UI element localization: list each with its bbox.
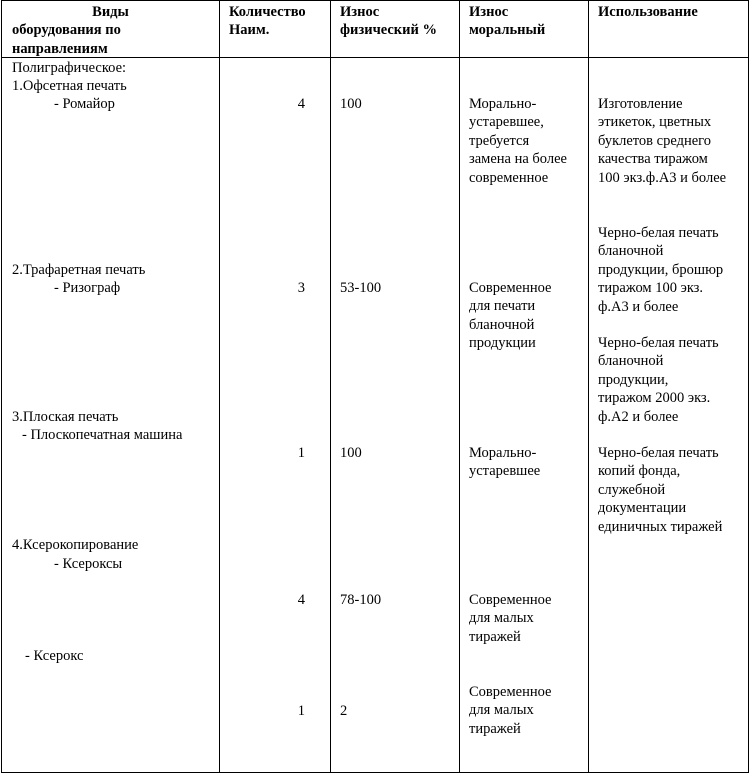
cell-line: качества тиражом bbox=[598, 151, 708, 168]
item-xeroxes: - Ксероксы bbox=[54, 556, 123, 572]
header-moral-wear bbox=[469, 3, 545, 40]
cell-line: для малых bbox=[469, 702, 534, 719]
usage-risograph bbox=[598, 224, 723, 316]
cell-line: Современное bbox=[469, 684, 552, 700]
header-line: Использование bbox=[598, 4, 698, 20]
header-physical-wear bbox=[340, 3, 437, 40]
cell-line: Морально- bbox=[469, 96, 537, 112]
moral-romayor bbox=[469, 95, 567, 187]
border-bottom bbox=[1, 772, 749, 773]
cell-line: единичных тиражей bbox=[598, 518, 723, 535]
border-left bbox=[1, 0, 2, 773]
usage-offset bbox=[598, 95, 726, 187]
item-flatbed-machine: - Плоскопечатная машина bbox=[22, 427, 183, 443]
qty-xerox: 1 bbox=[297, 703, 305, 719]
cell-line: тиражом 2000 экз. bbox=[598, 390, 711, 407]
cell-line: бланочной bbox=[598, 353, 664, 370]
col-divider-1 bbox=[219, 0, 220, 773]
cell-line: продукции bbox=[469, 335, 536, 352]
cell-line: тиражей bbox=[469, 628, 521, 645]
moral-xerox bbox=[469, 683, 551, 738]
cell-line: для печати bbox=[469, 298, 536, 315]
cell-line: Морально- bbox=[469, 445, 537, 461]
header-line: направлениям bbox=[12, 40, 108, 57]
cell-line: бланочной bbox=[598, 243, 664, 260]
header-line: моральный bbox=[469, 22, 546, 39]
cell-line: требуется bbox=[469, 132, 530, 149]
cell-line: тиражом 100 экз. bbox=[598, 280, 704, 297]
phys-xerox: 2 bbox=[340, 703, 348, 719]
usage-flatbed bbox=[598, 334, 719, 426]
item-xerox: - Ксерокс bbox=[25, 648, 84, 664]
qty-risograph: 3 bbox=[297, 280, 305, 296]
qty-flatbed: 1 bbox=[297, 445, 305, 461]
cell-line: продукции, bbox=[598, 371, 669, 388]
cell-line: устаревшее bbox=[469, 463, 541, 480]
border-top bbox=[1, 0, 749, 1]
phys-flatbed: 100 bbox=[340, 445, 362, 461]
cell-line: этикеток, цветных bbox=[598, 114, 712, 131]
cell-line: устаревшее, bbox=[469, 114, 544, 131]
cell-line: продукции, брошюр bbox=[598, 261, 724, 278]
moral-flatbed bbox=[469, 444, 540, 481]
header-line: Виды bbox=[92, 4, 129, 20]
cell-line: Черно-белая печать bbox=[598, 445, 719, 461]
header-line: Износ bbox=[340, 4, 380, 20]
group-screen-printing: 2.Трафаретная печать bbox=[12, 262, 146, 278]
header-line: Количество bbox=[229, 4, 306, 20]
cell-line: ф.А2 и более bbox=[598, 408, 679, 425]
item-romayor: - Ромайор bbox=[54, 96, 115, 112]
group-offset: 1.Офсетная печать bbox=[12, 78, 127, 94]
moral-risograph bbox=[469, 279, 551, 353]
cell-line: копий фонда, bbox=[598, 463, 681, 480]
qty-romayor: 4 bbox=[297, 96, 305, 112]
usage-xerox bbox=[598, 444, 722, 536]
cell-line: Современное bbox=[469, 592, 552, 608]
section-title: Полиграфическое: bbox=[12, 60, 127, 76]
cell-line: ф.А3 и более bbox=[598, 298, 679, 315]
group-flatbed: 3.Плоская печать bbox=[12, 409, 119, 425]
phys-risograph: 53-100 bbox=[340, 280, 382, 296]
header-line: оборудования по bbox=[12, 22, 121, 39]
cell-line: современное bbox=[469, 169, 549, 186]
col-divider-3 bbox=[459, 0, 460, 773]
phys-romayor: 100 bbox=[340, 96, 362, 112]
phys-xeroxes: 78-100 bbox=[340, 592, 382, 608]
cell-line: Современное bbox=[469, 280, 552, 296]
header-equipment-types bbox=[2, 3, 219, 58]
moral-xeroxes bbox=[469, 591, 551, 646]
header-usage bbox=[598, 3, 698, 21]
cell-line: замена на более bbox=[469, 151, 567, 168]
cell-line: служебной bbox=[598, 481, 666, 498]
item-risograph: - Ризограф bbox=[54, 280, 121, 296]
cell-line: Черно-белая печать bbox=[598, 335, 719, 351]
header-line: Износ bbox=[469, 4, 509, 20]
border-right bbox=[748, 0, 749, 773]
cell-line: буклетов среднего bbox=[598, 132, 711, 149]
col-divider-2 bbox=[330, 0, 331, 773]
group-xerox: 4.Ксерокопирование bbox=[12, 537, 139, 553]
col-divider-4 bbox=[588, 0, 589, 773]
header-quantity bbox=[229, 3, 306, 40]
cell-line: бланочной bbox=[469, 316, 535, 333]
cell-line: для малых bbox=[469, 610, 534, 627]
cell-line: тиражей bbox=[469, 720, 521, 737]
header-line: физический % bbox=[340, 22, 437, 39]
cell-line: Черно-белая печать bbox=[598, 225, 719, 241]
qty-xeroxes: 4 bbox=[297, 592, 305, 608]
header-line: Наим. bbox=[229, 22, 270, 39]
cell-line: документации bbox=[598, 500, 687, 517]
cell-line: Изготовление bbox=[598, 96, 683, 112]
cell-line: 100 экз.ф.А3 и более bbox=[598, 169, 727, 186]
